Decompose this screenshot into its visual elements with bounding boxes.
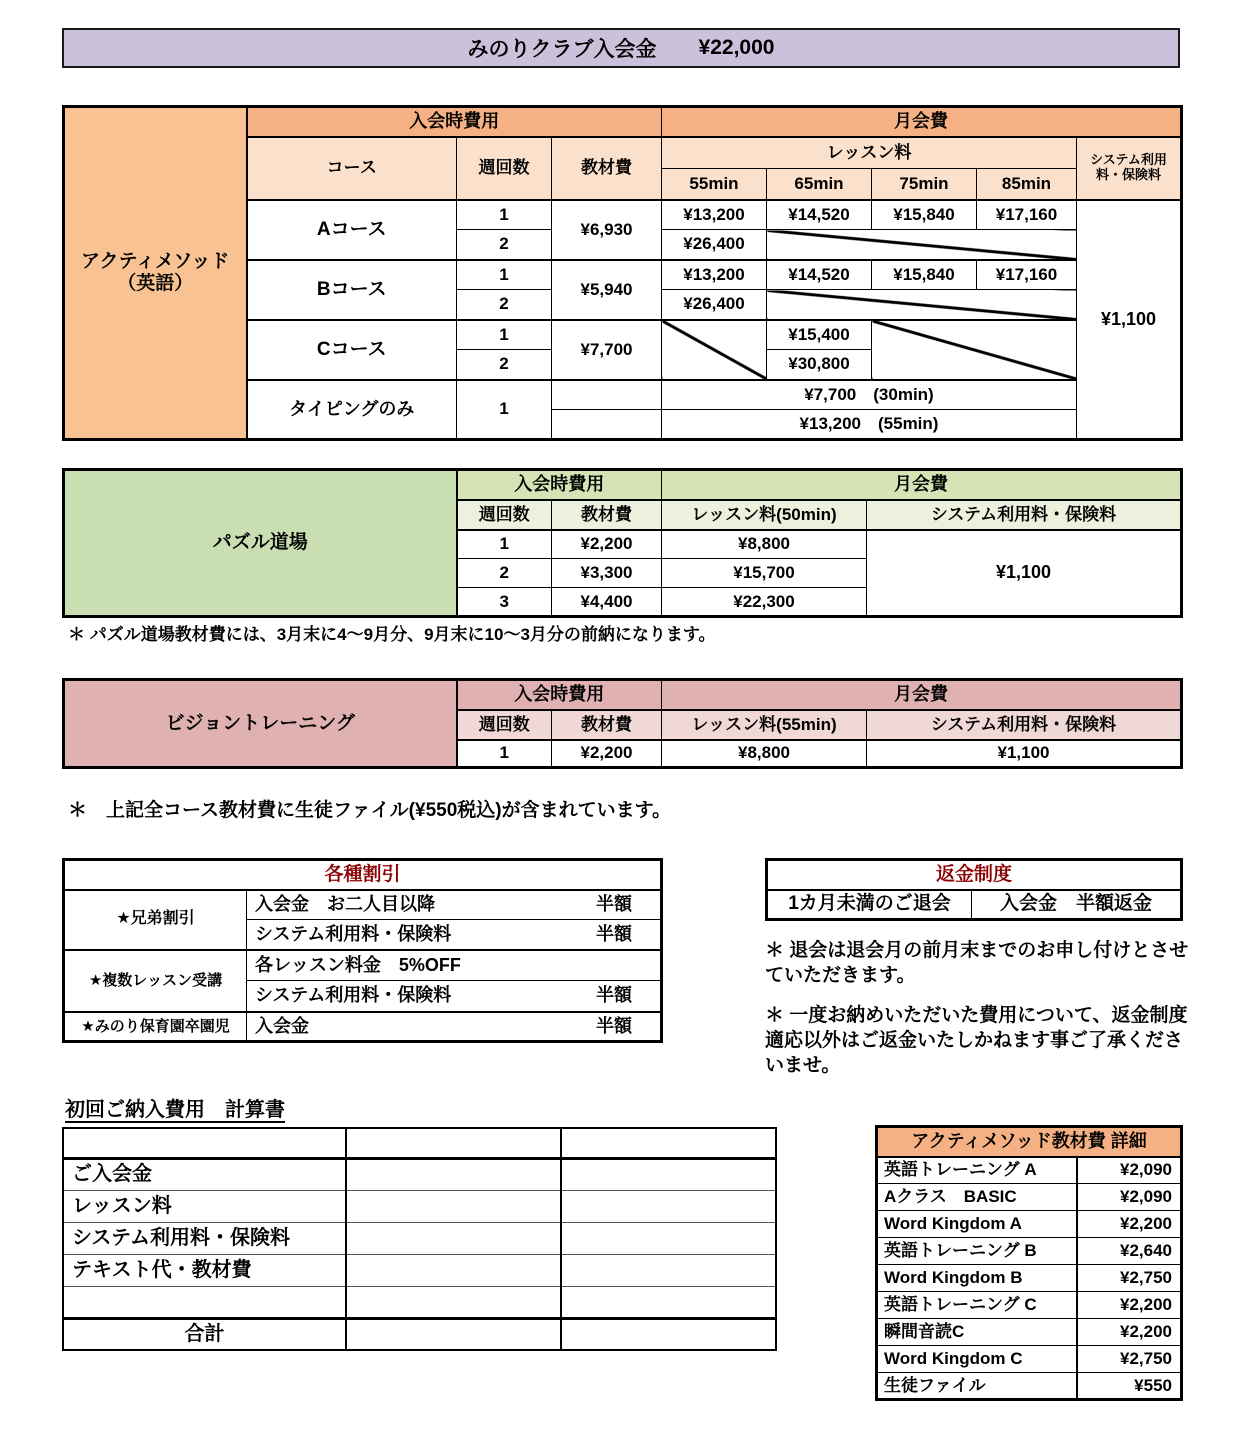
header-materials: 教材費 [552, 137, 662, 200]
course-b-name: Bコース [247, 260, 457, 320]
discount-value: 半額 [596, 985, 633, 1006]
calc-cell-empty [561, 1128, 776, 1158]
header-course: コース [247, 137, 457, 200]
material-name: Word Kingdom B [877, 1265, 1077, 1292]
system-fee-value: ¥1,100 [867, 530, 1182, 617]
header-55min: 55min [662, 169, 767, 200]
actimethod-label-line2: （英語） [117, 273, 194, 294]
material-price: ¥2,200 [1077, 1211, 1182, 1238]
course-c-materials: ¥7,700 [552, 320, 662, 380]
header-enrollment: 入会時費用 [247, 107, 662, 137]
puzzle-note: ＊ パズル道場教材費には、3月末に4～9月分、9月末に10～3月分の前納になります。 [68, 625, 716, 644]
puzzle-lesson-2: ¥15,700 [662, 559, 867, 588]
discount-row [247, 890, 662, 920]
calc-label-text: テキスト代・教材費 [63, 1254, 346, 1286]
system-fee-value: ¥1,100 [1077, 200, 1182, 440]
discount-desc: 入会金 お二人目以降 [255, 894, 435, 915]
typing-materials-empty [552, 410, 662, 440]
discounts-title: 各種割引 [64, 860, 662, 890]
diagonal-cell [662, 320, 767, 380]
discount-row [247, 981, 662, 1012]
puzzle-materials-2: ¥3,300 [552, 559, 662, 588]
course-c-name: Cコース [247, 320, 457, 380]
header-lesson-fee: レッスン料 [662, 137, 1077, 169]
header-85min: 85min [977, 169, 1077, 200]
vision-weekly: 1 [457, 740, 552, 768]
discount-value: 半額 [596, 894, 633, 915]
banner-title: みのりクラブ入会金 [467, 38, 657, 61]
puzzle-weekly-1: 1 [457, 530, 552, 559]
discount-row [247, 950, 662, 981]
discount-desc: 各レッスン料金 5%OFF [255, 954, 461, 975]
course-b-weekly-1: 1 [457, 260, 552, 290]
course-b-price-55: ¥13,200 [662, 260, 767, 290]
header-system-fee-line1: システム利用 [1090, 152, 1167, 168]
header-monthly: 月会費 [662, 680, 1182, 710]
discount-desc: システム利用料・保険料 [255, 923, 452, 944]
discount-desc: 入会金 [255, 1015, 309, 1036]
puzzle-lesson-3: ¥22,300 [662, 588, 867, 617]
typing-price-55min: ¥13,200 (55min) [662, 410, 1077, 440]
actimethod-table [62, 105, 1183, 441]
header-weekly: 週回数 [457, 710, 552, 740]
material-price: ¥2,200 [1077, 1292, 1182, 1319]
material-name: 英語トレーニング B [877, 1238, 1077, 1265]
calc-label-total: 合計 [63, 1318, 346, 1350]
header-monthly: 月会費 [662, 470, 1182, 500]
course-c-weekly-2: 2 [457, 350, 552, 380]
material-name: Aクラス BASIC [877, 1184, 1077, 1211]
puzzle-weekly-3: 3 [457, 588, 552, 617]
material-name: 英語トレーニング C [877, 1292, 1077, 1319]
course-a-materials: ¥6,930 [552, 200, 662, 260]
vision-materials: ¥2,200 [552, 740, 662, 768]
actimethod-label [64, 107, 247, 440]
discount-group-graduate: ★みのり保育園卒園児 [64, 1012, 247, 1042]
course-c-weekly-1: 1 [457, 320, 552, 350]
calc-cell-empty [561, 1254, 776, 1286]
materials-detail-title: アクティメソッド教材費 詳細 [877, 1127, 1182, 1157]
vision-lesson: ¥8,800 [662, 740, 867, 768]
puzzle-dojo-table [62, 468, 1183, 618]
course-c-price-65: ¥15,400 [767, 320, 872, 350]
discount-row [247, 920, 662, 950]
refund-note-1: ＊ 退会は退会月の前月末までのお申し付けとさせていただきます。 [765, 940, 1189, 987]
calc-label-empty [63, 1128, 346, 1158]
discount-row [247, 1012, 662, 1042]
material-price: ¥2,750 [1077, 1346, 1182, 1373]
discounts-table [62, 858, 663, 1043]
header-75min: 75min [872, 169, 977, 200]
header-materials: 教材費 [552, 500, 662, 530]
refund-condition: 1カ月未満のご退会 [767, 890, 972, 920]
header-weekly: 週回数 [457, 137, 552, 200]
calc-sheet-title: 初回ご納入費用 計算書 [65, 1099, 285, 1121]
material-price: ¥550 [1077, 1373, 1182, 1400]
calc-cell-empty [346, 1222, 561, 1254]
course-a-name: Aコース [247, 200, 457, 260]
diagonal-cell [767, 290, 1077, 320]
material-price: ¥2,640 [1077, 1238, 1182, 1265]
calc-cell-empty [561, 1222, 776, 1254]
course-b-price-55x2: ¥26,400 [662, 290, 767, 320]
calc-cell-empty [561, 1318, 776, 1350]
header-enrollment: 入会時費用 [457, 470, 662, 500]
typing-materials-empty [552, 380, 662, 410]
course-b-materials: ¥5,940 [552, 260, 662, 320]
course-a-price-75: ¥15,840 [872, 200, 977, 230]
header-65min: 65min [767, 169, 872, 200]
vision-system-fee: ¥1,100 [867, 740, 1182, 768]
typing-course-name: タイピングのみ [247, 380, 457, 440]
material-name: 生徒ファイル [877, 1373, 1077, 1400]
course-a-price-55: ¥13,200 [662, 200, 767, 230]
course-a-price-55x2: ¥26,400 [662, 230, 767, 260]
puzzle-lesson-1: ¥8,800 [662, 530, 867, 559]
calc-label-lesson: レッスン料 [63, 1190, 346, 1222]
banner-price: ¥22,000 [698, 36, 775, 59]
calc-cell-empty [346, 1286, 561, 1318]
course-b-price-65: ¥14,520 [767, 260, 872, 290]
header-monthly: 月会費 [662, 107, 1182, 137]
discount-value: 半額 [596, 923, 633, 944]
calc-cell-empty [346, 1254, 561, 1286]
refund-table [765, 858, 1183, 921]
calc-cell-empty [346, 1158, 561, 1190]
diagonal-cell [872, 320, 1077, 380]
puzzle-materials-3: ¥4,400 [552, 588, 662, 617]
course-b-price-75: ¥15,840 [872, 260, 977, 290]
calc-cell-empty [346, 1128, 561, 1158]
puzzle-materials-1: ¥2,200 [552, 530, 662, 559]
material-name: Word Kingdom C [877, 1346, 1077, 1373]
calc-label-admission: ご入会金 [63, 1158, 346, 1190]
course-a-weekly-2: 2 [457, 230, 552, 260]
course-b-weekly-2: 2 [457, 290, 552, 320]
material-name: Word Kingdom A [877, 1211, 1077, 1238]
material-name: 瞬間音読C [877, 1319, 1077, 1346]
header-lesson-fee: レッスン料(50min) [662, 500, 867, 530]
calc-sheet-table [62, 1127, 777, 1351]
refund-value: 入会金 半額返金 [972, 890, 1182, 920]
student-file-note: ＊ 上記全コース教材費に生徒ファイル(¥550税込)が含まれています。 [68, 800, 672, 821]
course-b-price-85: ¥17,160 [977, 260, 1077, 290]
calc-cell-empty [561, 1286, 776, 1318]
header-system-fee: システム利用料・保険料 [867, 710, 1182, 740]
materials-detail-table [875, 1125, 1183, 1401]
discount-desc: システム利用料・保険料 [255, 985, 452, 1006]
course-a-weekly-1: 1 [457, 200, 552, 230]
header-system-fee [1077, 137, 1182, 200]
course-a-price-85: ¥17,160 [977, 200, 1077, 230]
calc-label-empty [63, 1286, 346, 1318]
header-system-fee-line2: 料・保険料 [1096, 167, 1162, 182]
calc-cell-empty [346, 1190, 561, 1222]
calc-cell-empty [561, 1158, 776, 1190]
typing-weekly: 1 [457, 380, 552, 440]
vision-training-table [62, 678, 1183, 769]
header-enrollment: 入会時費用 [457, 680, 662, 710]
discount-group-sibling: ★兄弟割引 [64, 890, 247, 950]
header-materials: 教材費 [552, 710, 662, 740]
header-weekly: 週回数 [457, 500, 552, 530]
material-price: ¥2,090 [1077, 1184, 1182, 1211]
puzzle-label: パズル道場 [64, 470, 457, 617]
refund-note-2: ＊ 一度お納めいただいた費用について、返金制度適応以外はご返金いたしかねます事ご了承くださいませ。 [765, 1005, 1188, 1077]
diagonal-cell [767, 230, 1077, 260]
calc-cell-empty [561, 1190, 776, 1222]
course-a-price-65: ¥14,520 [767, 200, 872, 230]
material-price: ¥2,090 [1077, 1157, 1182, 1184]
header-system-fee: システム利用料・保険料 [867, 500, 1182, 530]
material-price: ¥2,750 [1077, 1265, 1182, 1292]
course-c-price-65x2: ¥30,800 [767, 350, 872, 380]
header-lesson-fee: レッスン料(55min) [662, 710, 867, 740]
discount-value: 半額 [596, 1015, 633, 1036]
actimethod-label-line1: アクティメソッド [81, 251, 230, 273]
typing-price-30min: ¥7,700 (30min) [662, 380, 1077, 410]
discount-group-multi-lesson: ★複数レッスン受講 [64, 950, 247, 1012]
vision-label: ビジョントレーニング [64, 680, 457, 768]
club-admission-banner [62, 28, 1180, 68]
refund-title: 返金制度 [767, 860, 1182, 890]
material-price: ¥2,200 [1077, 1319, 1182, 1346]
material-name: 英語トレーニング A [877, 1157, 1077, 1184]
calc-label-system: システム利用料・保険料 [63, 1222, 346, 1254]
puzzle-weekly-2: 2 [457, 559, 552, 588]
calc-cell-empty [346, 1318, 561, 1350]
